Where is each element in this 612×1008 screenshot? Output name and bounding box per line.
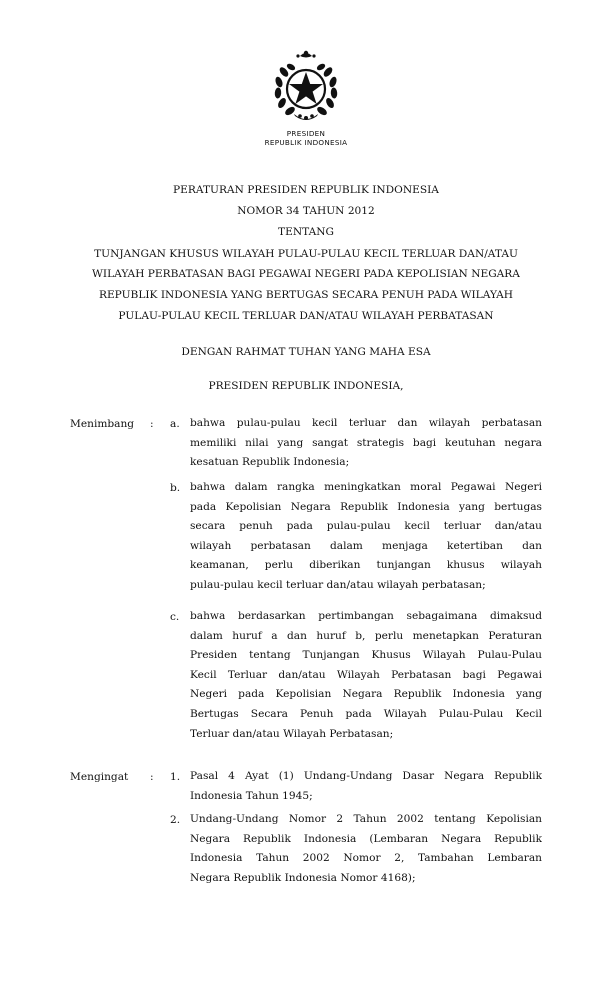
president-line: PRESIDEN REPUBLIK INDONESIA, [208,380,404,392]
text-line: Bertugas Secara Penuh pada Wilayah Pulau-Pulau Kecil [190,707,542,720]
text-line: Undang-Undang Nomor 2 Tahun 2002 tentang Kepolisian [190,813,542,825]
text-line: kesatuan Republik Indonesia; [190,456,350,469]
emblem-caption-republik: REPUBLIK INDONESIA [264,138,348,147]
list-item-marker: c. [170,611,180,623]
emblem-caption-presiden: PRESIDEN [286,129,326,138]
garuda-star-emblem-icon [270,50,342,124]
text-line: pulau-pulau kecil terluar dan/atau wilayah perbatasan; [190,578,486,591]
text-line: Kecil Terluar dan/atau Wilayah Perbatasan bagi Pegawai [190,668,542,681]
text-line: Terluar dan/atau Wilayah Perbatasan; [190,727,394,740]
mengingat-item-2 [190,810,542,888]
text-line: Presiden tentang Tunjangan Khusus Wilayah Pulau-Pulau [190,649,542,662]
text-line: Negara Republik Indonesia (Lembaran Negara Republik [190,832,542,845]
list-item-marker: 1. [170,771,181,783]
mengingat-item-1 [190,767,542,806]
menimbang-item-a [190,414,542,473]
menimbang-colon: : [150,418,154,430]
menimbang-label: Menimbang [70,418,135,430]
text-line: wilayah perbatasan dalam menjaga ketertiban dan [190,539,542,552]
regulation-title-line: WILAYAH PERBATASAN BAGI PEGAWAI NEGERI PADA KEPOLISIAN NEGARA [92,268,520,280]
regulation-title-line: REPUBLIK INDONESIA YANG BERTUGAS SECARA PENUH PADA WILAYAH [98,289,514,301]
text-line: Indonesia Tahun 1945; [190,789,313,802]
regulation-title-line: PULAU-PULAU KECIL TERLUAR DAN/ATAU WILAYAH PERBATASAN [118,310,494,322]
text-line: Pasal 4 Ayat (1) Undang-Undang Dasar Negara Republik [190,770,542,782]
regulation-number: NOMOR 34 TAHUN 2012 [237,205,375,217]
text-line: pada Kepolisian Negara Republik Indonesia yang bertugas [190,500,542,513]
text-line: memiliki nilai yang sangat strategis bagi keutuhan negara [190,436,542,449]
regulation-title-line: TUNJANGAN KHUSUS WILAYAH PULAU-PULAU KECIL TERLUAR DAN/ATAU [94,248,518,260]
text-line: Indonesia Tahun 2002 Nomor 2, Tambahan Lembaran [190,852,542,865]
menimbang-item-b [190,478,542,596]
mengingat-label: Mengingat [70,771,129,783]
text-line: Negeri pada Kepolisian Negara Republik Indonesia yang [190,688,542,701]
regulation-heading: PERATURAN PRESIDEN REPUBLIK INDONESIA [173,184,439,196]
list-item-marker: b. [170,482,181,494]
text-line: keamanan, perlu diberikan tunjangan khusus wilayah [190,559,542,572]
regulation-tentang: TENTANG [278,226,334,238]
list-item-marker: a. [170,418,180,430]
menimbang-item-c [190,607,542,744]
text-line: bahwa pulau-pulau kecil terluar dan wilayah perbatasan [190,417,542,429]
text-line: Negara Republik Indonesia Nomor 4168); [190,871,416,884]
text-line: bahwa dalam rangka meningkatkan moral Pegawai Negeri [190,481,542,493]
text-line: bahwa berdasarkan pertimbangan sebagaimana dimaksud [190,610,542,622]
text-line: secara penuh pada pulau-pulau kecil terluar dan/atau [190,520,542,533]
list-item-marker: 2. [170,814,181,826]
text-line: dalam huruf a dan huruf b, perlu menetapkan Peraturan [190,629,542,642]
grace-invocation: DENGAN RAHMAT TUHAN YANG MAHA ESA [181,346,431,358]
mengingat-colon: : [150,771,154,783]
